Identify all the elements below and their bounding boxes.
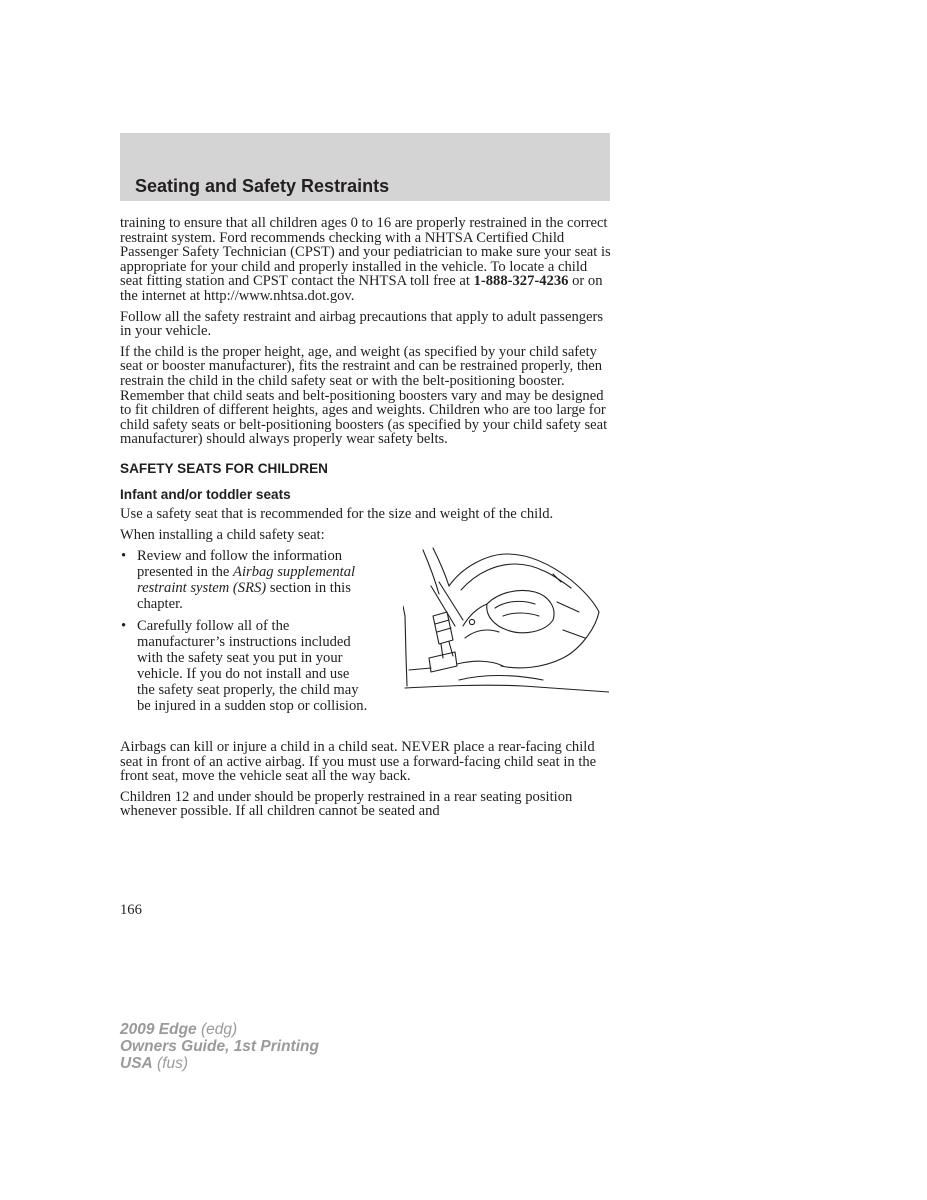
paragraph-proper-height: If the child is the proper height, age, and weight (as specified by your child safety seat or booster manufacturer), fits the restraint and can be restrained properly, then restrain the child in the child safety seat or with the belt-positioning booster. Remember that child seats and belt-positioning boosters vary and may be designed to fit children of different heights, ages and weights. Children who are too large for child safety seats or belt-positioning boosters (as specified by your child safety seat manufacturer) should always properly wear safety belts. [120, 343, 608, 448]
footer-line-market [120, 1055, 319, 1072]
paragraph-airbag-warning: Airbags can kill or injure a child in a child seat. NEVER place a rear-facing child seat in front of an active airbag. If you must use a forward-facing child seat in the front seat, move the vehicle seat all the way back. [120, 739, 597, 785]
footer-guide-name: Owners Guide, 1st Printing [120, 1038, 319, 1055]
paragraph-training-text: training to ensure that all children ages 0 to 16 are properly restrained in the correct restraint system. Ford recommends checking with a NHTSA Certified Child Passenger Safety Technician (CPST) and your pediatrician to make sure your seat is appropriate for your child and properly installed in the vehicle. To locate a child seat fitting station and CPST contact the NHTSA toll free at [120, 215, 611, 290]
nhtsa-phone-number: 1-888-327-4236 [473, 273, 569, 290]
child-seat-belt-illustration [403, 546, 609, 696]
footer-edition-info [120, 1021, 319, 1072]
instruction-list [120, 548, 370, 714]
footer-line-guide [120, 1038, 319, 1055]
bullets-with-figure [120, 548, 612, 738]
footer-market-code: (fus) [152, 1055, 189, 1072]
paragraph-when-installing: When installing a child safety seat: [120, 526, 325, 543]
footer-model-code: (edg) [196, 1021, 238, 1038]
page-title: Seating and Safety Restraints [135, 176, 390, 196]
subsection-heading: Infant and/or toddler seats [120, 486, 291, 502]
footer-model-name: 2009 Edge [120, 1021, 197, 1038]
paragraph-recommended-seat: Use a safety seat that is recommended for the size and weight of the child. [120, 505, 554, 522]
list-item [120, 618, 370, 714]
footer-line-model [120, 1021, 319, 1038]
bullet-text: Carefully follow all of the manufacturer’s instructions included with the safety seat you put in your vehicle. If you do not install and use the safety seat properly, the child may be injured in a sudden stop or collision. [137, 618, 368, 715]
footer-market-name: USA [120, 1055, 153, 1072]
bullet-italic-reference: Airbag supplemental restraint system (SRS) [137, 564, 356, 597]
main-content [120, 216, 612, 825]
paragraph-children-rear-seat: Children 12 and under should be properly restrained in a rear seating position whenever possible. If all children cannot be seated and [120, 788, 573, 820]
paragraph-precautions: Follow all the safety restraint and airbag precautions that apply to adult passengers in your vehicle. [120, 308, 604, 340]
bullet-marker: • [121, 618, 127, 635]
bullet-text-end: section in this chapter. [137, 580, 351, 613]
section-heading: SAFETY SEATS FOR CHILDREN [120, 460, 328, 476]
list-item [120, 548, 370, 612]
bullet-marker: • [121, 548, 127, 565]
paragraph-training [120, 216, 612, 304]
paragraph-training-text-end: or on the internet at http://www.nhtsa.dot.gov. [120, 273, 603, 304]
header-band [120, 133, 610, 201]
bullet-text: Review and follow the information presented in the [137, 548, 343, 581]
page-number: 166 [120, 902, 142, 918]
